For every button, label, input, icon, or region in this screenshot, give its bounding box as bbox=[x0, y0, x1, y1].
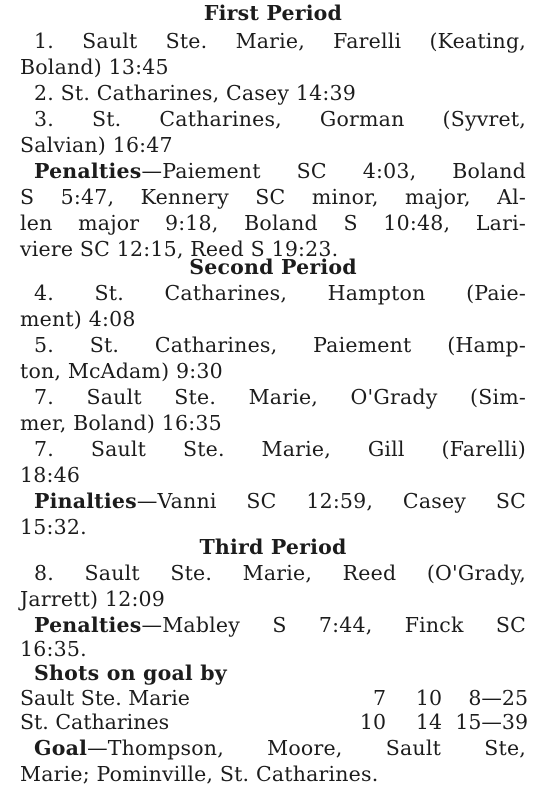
goal-2-line: 2. St. Catharines, Casey 14:39 bbox=[34, 81, 356, 105]
goal-3-line-1: 3. St. Catharines, Gorman (Syvret, bbox=[34, 107, 526, 131]
second-period-penalties-line-2: 15:32. bbox=[20, 515, 87, 539]
goal-8-line-1: 8. Sault Ste. Marie, Reed (O'Grady, bbox=[34, 561, 526, 585]
second-period-penalties-line-1 bbox=[34, 488, 526, 514]
first-period-penalties-line-1 bbox=[34, 158, 526, 184]
penalties-text: —Paiement SC 4:03, Boland bbox=[141, 159, 526, 183]
second-period-heading: Second Period bbox=[189, 255, 357, 279]
goal-8-line-2: Jarrett) 12:09 bbox=[20, 587, 166, 611]
pinalties-label: Pinalties bbox=[34, 489, 137, 513]
goal-5-line-1: 5. St. Catharines, Paiement (Hamp- bbox=[34, 333, 526, 357]
goal-7a-line-1: 7. Sault Ste. Marie, O'Grady (Sim- bbox=[34, 385, 526, 409]
first-period-shots: 10 bbox=[359, 710, 386, 734]
goal-4-line-1: 4. St. Catharines, Hampton (Paie- bbox=[34, 281, 526, 305]
third-period-penalties-line-1 bbox=[34, 612, 526, 638]
first-period-penalties-line-2: S 5:47, Kennery SC minor, major, Al- bbox=[20, 185, 526, 209]
first-period-shots: 7 bbox=[372, 686, 386, 710]
goal-4-line-2: ment) 4:08 bbox=[20, 307, 136, 331]
goal-7b-line-1: 7. Sault Ste. Marie, Gill (Farelli) bbox=[34, 437, 526, 461]
second-period-shots: 14 bbox=[415, 710, 442, 734]
goal-7a-line-2: mer, Boland) 16:35 bbox=[20, 411, 222, 435]
goal-1-line-1: 1. Sault Ste. Marie, Farelli (Keating, bbox=[34, 29, 526, 53]
goal-5-line-2: ton, McAdam) 9:30 bbox=[20, 359, 223, 383]
third-period-penalties-line-2: 16:35. bbox=[20, 637, 87, 661]
penalties-label: Penalties bbox=[34, 159, 142, 183]
penalties-label: Penalties bbox=[34, 613, 142, 637]
first-period-penalties-line-3: len major 9:18, Boland S 10:48, Lari- bbox=[20, 211, 526, 235]
goalies-line-2: Marie; Pominville, St. Catharines. bbox=[20, 762, 379, 786]
team-name: Sault Ste. Marie bbox=[20, 686, 190, 710]
goalies-line-1 bbox=[34, 735, 526, 761]
shots-row-sault-ste-marie bbox=[20, 685, 528, 711]
goal-3-line-2: Salvian) 16:47 bbox=[20, 133, 173, 157]
penalties-text: —Vanni SC 12:59, Casey SC bbox=[136, 489, 526, 513]
goal-7b-line-2: 18:46 bbox=[20, 463, 81, 487]
third-period-and-total-shots: 15—39 bbox=[455, 710, 528, 734]
third-period-and-total-shots: 8—25 bbox=[468, 686, 528, 710]
goal-label: Goal bbox=[34, 736, 88, 760]
shots-row-st-catharines bbox=[20, 709, 528, 735]
third-period-heading: Third Period bbox=[199, 535, 347, 559]
team-name: St. Catharines bbox=[20, 710, 170, 734]
first-period-heading: First Period bbox=[203, 1, 343, 25]
goalies-text: —Thompson, Moore, Sault Ste, bbox=[87, 736, 526, 760]
goal-1-line-2: Boland) 13:45 bbox=[20, 55, 169, 79]
second-period-shots: 10 bbox=[415, 686, 442, 710]
first-period-penalties-line-4: viere SC 12:15, Reed S 19:23. bbox=[20, 237, 339, 261]
shots-on-goal-heading: Shots on goal by bbox=[34, 661, 227, 685]
penalties-text: —Mabley S 7:44, Finck SC bbox=[141, 613, 526, 637]
